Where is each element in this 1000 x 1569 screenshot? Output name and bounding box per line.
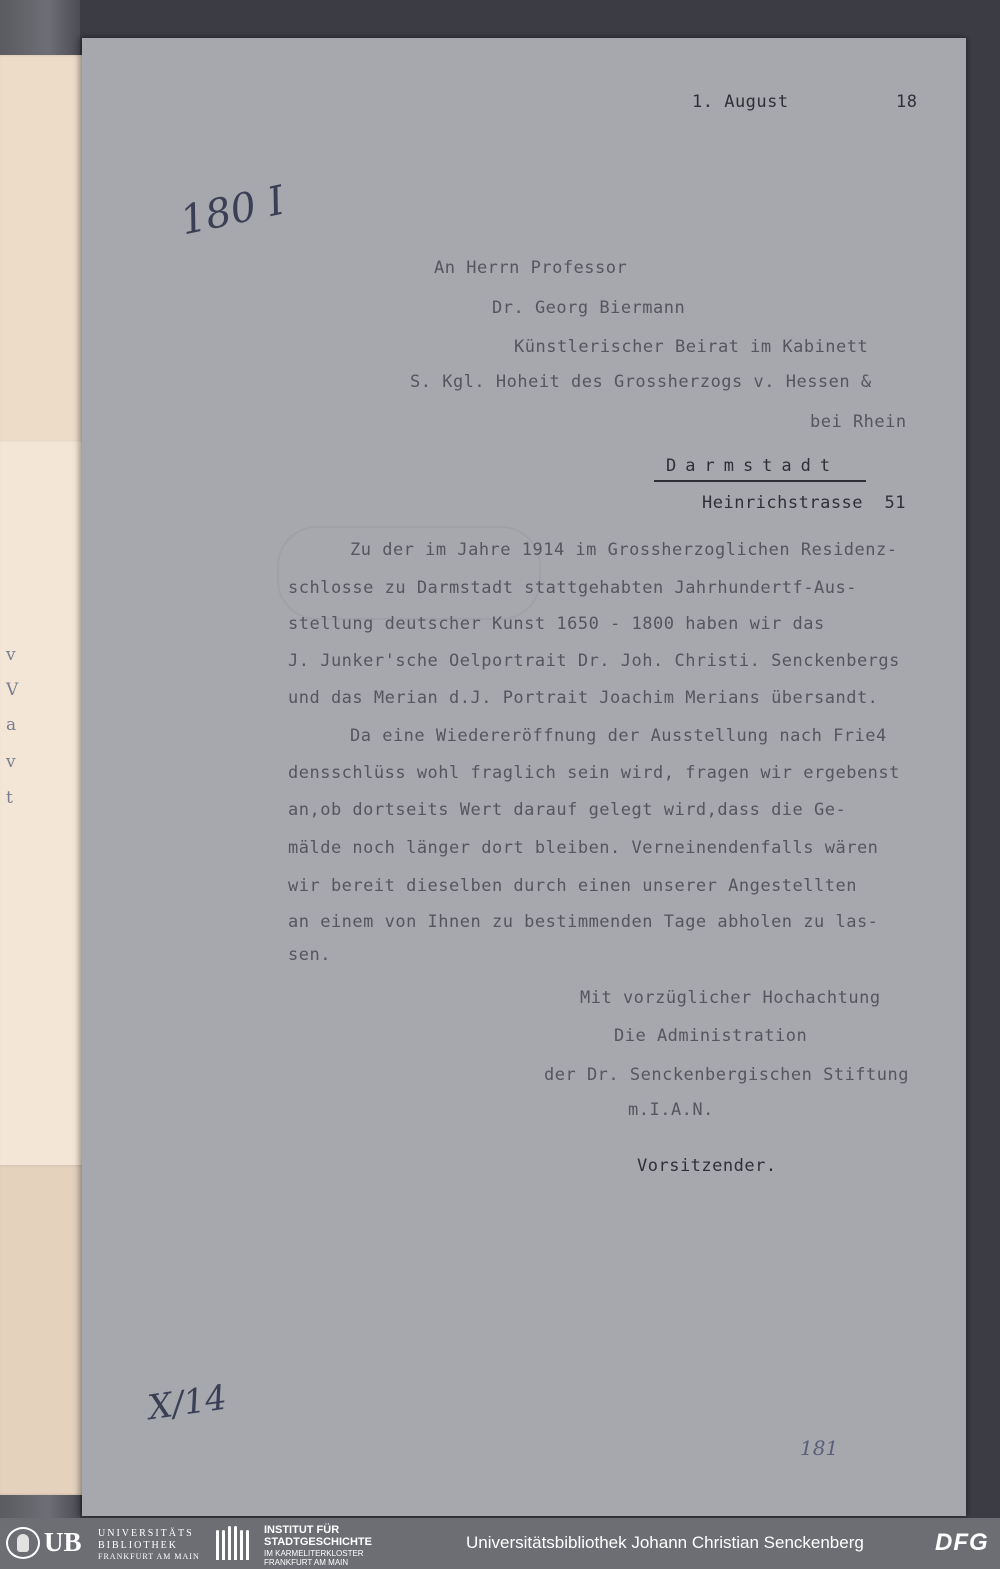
archive-number-handwritten: 180 I <box>176 177 289 245</box>
footer-library-name: Universitätsbibliothek Johann Christian Senckenberg <box>466 1533 864 1552</box>
closing-line-2: Die Administration <box>614 1026 808 1046</box>
dfg-logo: DFG <box>935 1529 989 1556</box>
ub-line-1: UNIVERSITÄTS <box>98 1528 194 1539</box>
institute-line-4: FRANKFURT AM MAIN <box>264 1558 349 1567</box>
ub-line-2: BIBLIOTHEK <box>98 1540 178 1551</box>
page-number-handwritten: 181 <box>800 1436 839 1460</box>
address-line-1: An Herrn Professor <box>434 258 628 278</box>
date-line: 1. August 18 <box>692 92 918 112</box>
ub-line-3: FRANKFURT AM MAIN <box>98 1552 200 1561</box>
body-line-12: sen. <box>288 945 331 965</box>
institute-arches-icon <box>214 1526 254 1560</box>
body-line-11: an einem von Ihnen zu bestimmenden Tage abholen zu las- <box>288 912 879 932</box>
body-line-2: schlosse zu Darmstadt stattgehabten Jahrhundertf-Aus- <box>288 578 857 598</box>
underlying-page-top <box>0 55 95 455</box>
underlying-page-bottom <box>0 1165 92 1495</box>
address-line-2: Dr. Georg Biermann <box>492 298 686 318</box>
closing-line-4: m.I.A.N. <box>628 1100 714 1120</box>
street: Heinrichstrasse 51 <box>702 493 906 513</box>
footer-bar <box>0 1518 1000 1569</box>
body-line-1: Zu der im Jahre 1914 im Grossherzoglichen Residenz- <box>350 540 898 560</box>
closing-line-3: der Dr. Senckenbergischen Stiftung <box>544 1065 909 1085</box>
closing-line-1: Mit vorzüglicher Hochachtung <box>580 988 881 1008</box>
body-line-7: densschlüss wohl fraglich sein wird, fragen wir ergebenst <box>288 763 900 783</box>
folio-mark-handwritten: X/14 <box>145 1377 230 1429</box>
body-line-4: J. Junker'sche Oelportrait Dr. Joh. Christi. Senckenbergs <box>288 651 900 671</box>
ub-logo-text: UB <box>44 1527 82 1557</box>
body-line-9: mälde noch länger dort bleiben. Verneinendenfalls wären <box>288 838 879 858</box>
body-line-6: Da eine Wiedereröffnung der Ausstellung nach Frie4 <box>350 726 887 746</box>
institute-line-3: IM KARMELITERKLOSTER <box>264 1549 364 1558</box>
institute-line-1: INSTITUT FÜR <box>264 1524 340 1536</box>
underlying-page-middle: v V a v t <box>0 440 95 1170</box>
address-line-5: bei Rhein <box>810 412 907 432</box>
body-line-8: an,ob dortseits Wert darauf gelegt wird,dass die Ge- <box>288 800 847 820</box>
address-line-4: S. Kgl. Hoheit des Grossherzogs v. Hessen & <box>410 372 872 392</box>
ub-seal-icon <box>6 1527 40 1559</box>
city: Darmstadt <box>666 456 840 476</box>
address-line-3: Künstlerischer Beirat im Kabinett <box>514 337 869 357</box>
body-line-5: und das Merian d.J. Portrait Joachim Merians übersandt. <box>288 688 879 708</box>
letter-sheet <box>82 38 966 1516</box>
city-underline <box>654 480 866 482</box>
institute-line-2: STADTGESCHICHTE <box>264 1536 372 1548</box>
signature-title: Vorsitzender. <box>637 1156 777 1176</box>
body-line-10: wir bereit dieselben durch einen unserer Angestellten <box>288 876 857 896</box>
body-line-3: stellung deutscher Kunst 1650 - 1800 haben wir das <box>288 614 825 634</box>
